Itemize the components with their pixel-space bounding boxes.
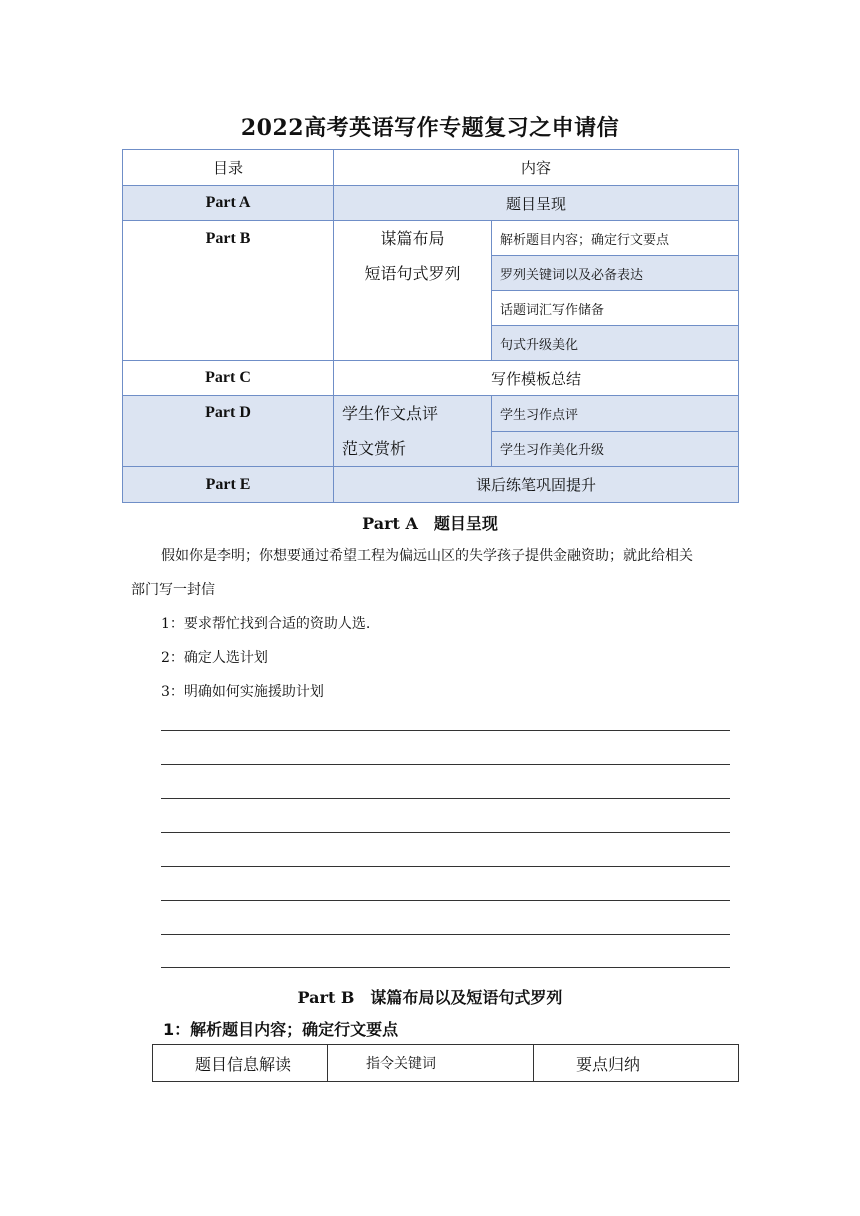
writing-line [161, 866, 730, 867]
analysis-table [152, 1044, 739, 1082]
toc-part-d-topic: 学生作文点评 [342, 404, 439, 423]
writing-line [161, 798, 730, 799]
toc-part-b-topics [334, 221, 492, 361]
part-b-heading: Part B 谋篇布局以及短语句式罗列 [297, 988, 563, 1007]
toc-part-b-label: Part B [123, 221, 334, 361]
toc-part-c-content: 写作模板总结 [334, 361, 739, 396]
toc-part-d-topics [334, 396, 492, 467]
toc-part-d-item: 学生习作美化升级 [492, 431, 739, 467]
writing-line [161, 764, 730, 765]
contents-table [122, 149, 739, 503]
part-b-subheading: 1：解析题目内容；确定行文要点 [163, 1020, 399, 1039]
part-a-heading: Part A 题目呈现 [362, 514, 498, 533]
prompt-point-1: 1：要求帮忙找到合适的资助人选. [161, 616, 371, 632]
analysis-header-info: 题目信息解读 [153, 1045, 328, 1082]
prompt-text-line-1: 假如你是李明；你想要通过希望工程为偏远山区的失学孩子提供金融资助；就此给相关 [161, 548, 693, 564]
writing-line [161, 934, 730, 935]
toc-header-directory: 目录 [123, 150, 334, 186]
writing-line [161, 967, 730, 968]
prompt-point-3: 3：明确如何实施援助计划 [161, 684, 324, 700]
toc-part-b-item: 句式升级美化 [492, 326, 739, 361]
toc-part-e-content: 课后练笔巩固提升 [334, 467, 739, 503]
toc-part-b-item: 罗列关键词以及必备表达 [492, 256, 739, 291]
toc-part-b-topic: 谋篇布局 [380, 229, 445, 248]
prompt-text-line-2: 部门写一封信 [131, 582, 215, 598]
toc-part-c-label: Part C [123, 361, 334, 396]
toc-part-b-item: 解析题目内容；确定行文要点 [492, 221, 739, 256]
toc-header-content: 内容 [334, 150, 739, 186]
writing-line [161, 832, 730, 833]
writing-line [161, 900, 730, 901]
page-title: 2022高考英语写作专题复习之申请信 [240, 115, 620, 141]
toc-part-b-item: 话题词汇写作储备 [492, 291, 739, 326]
toc-part-b-topic: 短语句式罗列 [364, 264, 461, 283]
toc-part-d-topic: 范文赏析 [342, 439, 407, 458]
toc-part-a-label: Part A [123, 186, 334, 221]
writing-line [161, 730, 730, 731]
toc-part-e-label: Part E [123, 467, 334, 503]
prompt-point-2: 2：确定人选计划 [161, 650, 268, 666]
toc-part-d-label: Part D [123, 396, 334, 467]
analysis-header-keywords: 指令关键词 [328, 1045, 534, 1082]
analysis-header-summary: 要点归纳 [534, 1045, 739, 1082]
toc-part-d-item: 学生习作点评 [492, 396, 739, 432]
toc-part-a-content: 题目呈现 [334, 186, 739, 221]
